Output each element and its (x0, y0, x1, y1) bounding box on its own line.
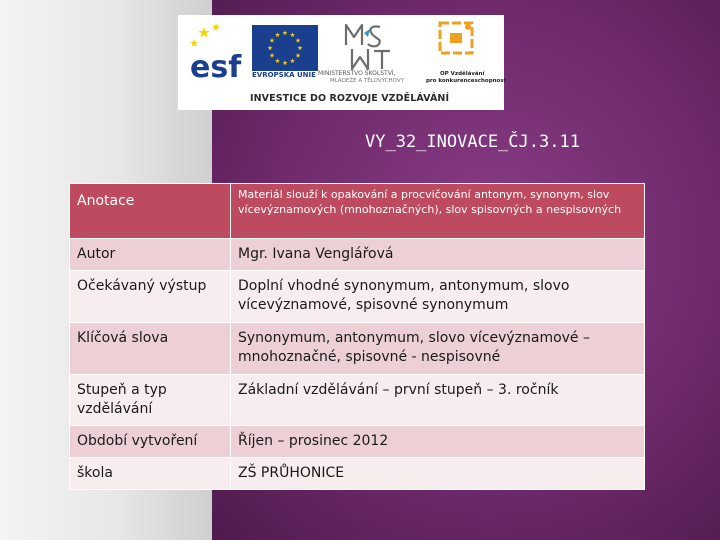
eu-caption: EVROPSKÁ UNIE (252, 71, 316, 79)
row-value: Mgr. Ivana Venglářová (231, 239, 645, 271)
table-row (70, 323, 645, 375)
investment-tagline: INVESTICE DO ROZVOJE VZDĚLÁVÁNÍ (250, 93, 450, 104)
op-caption-line2: pro konkurenceschopnost (426, 78, 507, 84)
table-row (70, 458, 645, 490)
esf-wordmark: esf (190, 50, 242, 85)
metadata-table (69, 183, 645, 490)
esf-logo-icon (186, 19, 250, 87)
logo-banner (178, 15, 507, 110)
row-label: Období vytvoření (70, 426, 231, 458)
row-value: Základní vzdělávání – první stupeň – 3. ročník (231, 375, 645, 426)
row-value: ZŠ PRŮHONICE (231, 458, 645, 490)
row-value: Synonymum, antonymum, slovo vícevýznamové – mnohoznačné, spisovné - nespisovné (231, 323, 645, 375)
row-label: Očekávaný výstup (70, 271, 231, 323)
row-label: Stupeň a typ vzdělávání (70, 375, 231, 426)
document-title: VY_32_INOVACE_ČJ.3.11 (365, 132, 580, 152)
table-row (70, 426, 645, 458)
table-row (70, 375, 645, 426)
row-label: škola (70, 458, 231, 490)
table-row (70, 184, 645, 239)
table-row (70, 239, 645, 271)
row-label: Anotace (70, 184, 231, 239)
row-value: Doplní vhodné synonymum, antonymum, slovo vícevýznamové, spisovné synonymum (231, 271, 645, 323)
row-label: Klíčová slova (70, 323, 231, 375)
op-caption-line1: OP Vzdělávání (440, 71, 485, 77)
row-label: Autor (70, 239, 231, 271)
msmt-caption-line2: MLÁDEŽE A TĚLOVÝCHOVY (330, 78, 404, 84)
row-value: Materiál slouží k opakování a procvičování antonym, synonym, slov vícevýznamových (mnohoznačných), slov spisovných a nespisovných (231, 184, 645, 239)
table-row (70, 271, 645, 323)
msmt-caption-line1: MINISTERSTVO ŠKOLSTVÍ, (318, 70, 396, 77)
row-value: Říjen – prosinec 2012 (231, 426, 645, 458)
